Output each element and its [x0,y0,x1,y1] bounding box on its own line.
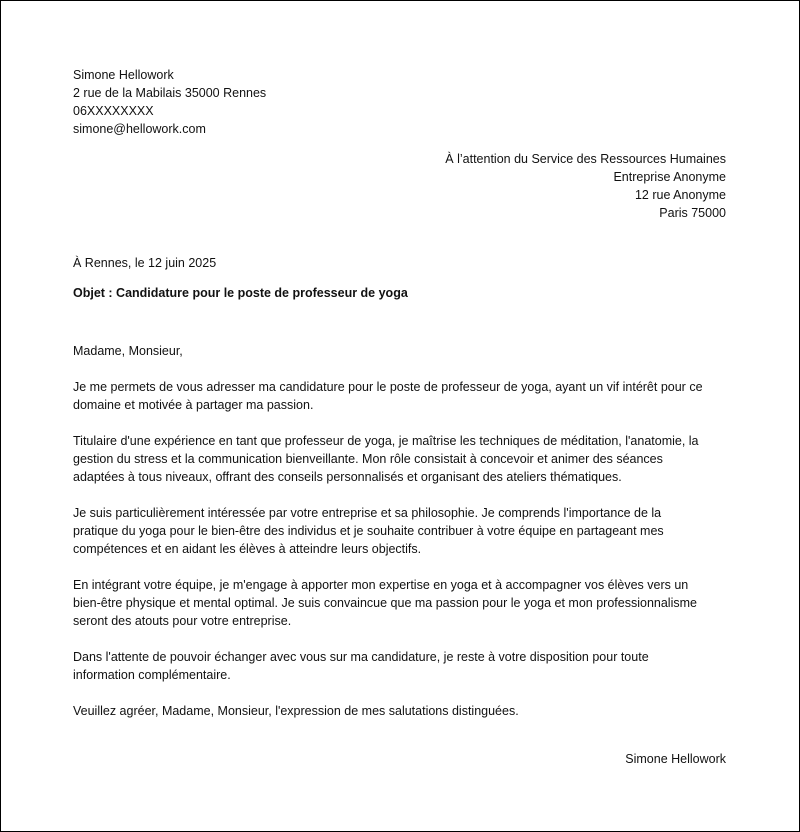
paragraph-line: adaptées à tous niveaux, offrant des conseils personnalisés et organisant des ateliers thématiques. [73,470,622,484]
paragraph-line: gestion du stress et la communication bienveillante. Mon rôle consistait à concevoir et animer des séances [73,452,663,466]
paragraph [73,576,733,630]
signature: Simone Hellowork [625,752,726,766]
paragraph-line: Je me permets de vous adresser ma candidature pour le poste de professeur de yoga, ayant un vif intérêt pour ce [73,380,703,394]
paragraph-line: Je suis particulièrement intéressée par votre entreprise et sa philosophie. Je comprends l'importance de la [73,506,662,520]
paragraph [73,648,733,684]
paragraph-line: Dans l'attente de pouvoir échanger avec vous sur ma candidature, je reste à votre disposition pour toute [73,650,649,664]
sender-name: Simone Hellowork [73,68,174,82]
recipient-attention: À l’attention du Service des Ressources Humaines [445,152,726,166]
salutation: Madame, Monsieur, [73,344,183,358]
letter-subject: Objet : Candidature pour le poste de professeur de yoga [73,286,408,300]
paragraph-line: bien-être physique et mental optimal. Je suis convaincue que ma passion pour le yoga et mon professionnalisme [73,596,697,610]
paragraph-line: En intégrant votre équipe, je m'engage à apporter mon expertise en yoga et à accompagner vos élèves vers un [73,578,689,592]
letter-date: À Rennes, le 12 juin 2025 [73,256,217,270]
paragraph-line: information complémentaire. [73,668,231,682]
recipient-city: Paris 75000 [659,206,726,220]
paragraph-line: pratique du yoga pour le bien-être des individus et je souhaite contribuer à votre équipe en partageant mes [73,524,664,538]
paragraph [73,504,733,558]
sender-email: simone@hellowork.com [73,122,206,136]
paragraph-line: Veuillez agréer, Madame, Monsieur, l'expression de mes salutations distinguées. [73,704,519,718]
closing-paragraph [73,702,733,720]
recipient-block [445,150,726,222]
paragraph-line: Titulaire d'une expérience en tant que professeur de yoga, je maîtrise les techniques de méditation, l'anatomie, la [73,434,699,448]
sender-phone: 06XXXXXXXX [73,104,154,118]
paragraph [73,378,733,414]
paragraph-line: seront des atouts pour votre entreprise. [73,614,292,628]
paragraph [73,432,733,486]
letter-body [73,342,733,720]
sender-address: 2 rue de la Mabilais 35000 Rennes [73,86,267,100]
recipient-company: Entreprise Anonyme [613,170,726,184]
paragraph-line: compétences et en aidant les élèves à atteindre leurs objectifs. [73,542,422,556]
sender-block [73,66,266,138]
paragraph-line: domaine et motivée à partager ma passion. [73,398,314,412]
recipient-street: 12 rue Anonyme [634,188,726,202]
